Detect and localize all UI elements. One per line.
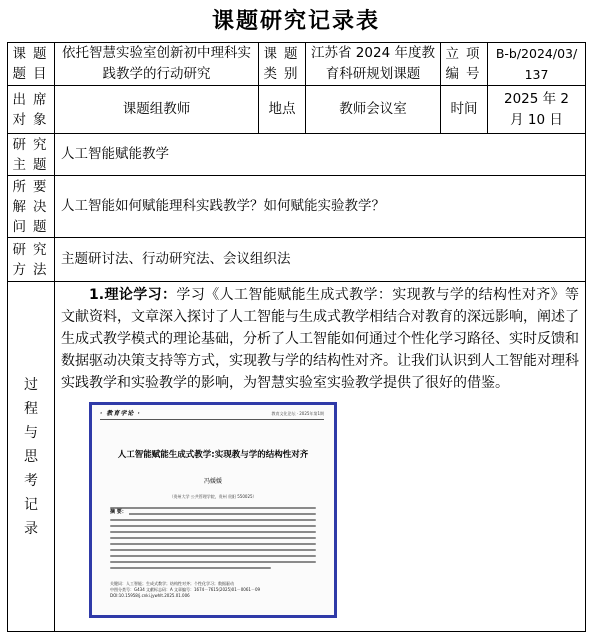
paper-doi: DOI:10.15958/j.cnki.jywhlt.2025.01.006 [110, 593, 190, 598]
time-label: 时间 [441, 86, 488, 134]
paper-classification: 中图分类号：G434 文献标志码：A 文章编号：1674－7615(2025)01－0061－09 [110, 587, 261, 592]
row-topic [8, 43, 586, 86]
topic-label: 课题题目 [8, 43, 55, 86]
problem-label: 所要解决问题 [8, 176, 55, 238]
row-attendees [8, 86, 586, 134]
id-label: 立项编号 [441, 43, 488, 86]
row-theme [8, 134, 586, 176]
process-label: 过程与思考记录 [24, 376, 38, 537]
paper-affiliation: （贵州大学 公共管理学院，贵州 贵阳 550025） [169, 494, 257, 499]
row-method [8, 238, 586, 282]
process-body: 学习《人工智能赋能生成式教学：实现教与学的结构性对齐》等文献资料，文章深入探讨了人工智能与生成式教学相结合对教育的深远影响，阐述了生成式教学模式的理论基础，分析了人工智能如何通过个性化学习路径、实时反馈和数据驱动决策支持等方式，实现教与学的结构性对齐。让我们认识到人工智能对理科实践教学和实验教学的影响，为智慧实验室实验教学提供了很好的借鉴。 [61, 287, 580, 391]
location-label: 地点 [259, 86, 306, 134]
paper-section-tag: · 教育学论 · [100, 410, 141, 417]
paper-keywords: 关键词：人工智能；生成式教学；结构性对齐；个性化学习；数据驱动 [110, 581, 234, 586]
process-heading: 1.理论学习： [89, 287, 177, 303]
paper-title: 人工智能赋能生成式教学:实现教与学的结构性对齐 [117, 450, 309, 460]
type-value: 江苏省 2024 年度教育科研规划课题 [306, 43, 441, 86]
theme-value: 人工智能赋能教学 [55, 134, 586, 176]
paper-author: 冯媛媛 [203, 478, 222, 485]
row-problem [8, 176, 586, 238]
page-title: 课题研究记录表 [211, 8, 380, 34]
paper-journal: 教育文化论坛 · 2025年第1期 [271, 411, 324, 416]
location-value: 教师会议室 [306, 86, 441, 134]
problem-value: 人工智能如何赋能理科实践教学？如何赋能实验教学？ [55, 176, 586, 238]
paper-abstract-label: 摘 要： [110, 509, 127, 515]
process-paragraph [61, 284, 579, 394]
method-value: 主题研讨法、行动研究法、会议组织法 [55, 238, 586, 282]
method-label: 研究方法 [8, 238, 55, 282]
theme-label: 研究主题 [8, 134, 55, 176]
row-process [8, 282, 586, 632]
topic-value: 依托智慧实验室创新初中理科实践教学的行动研究 [55, 43, 259, 86]
attendees-value: 课题组教师 [55, 86, 259, 134]
paper-image [89, 402, 337, 618]
paper-abstract-lines [110, 507, 316, 573]
time-value: 2025 年 2 月 10 日 [488, 86, 586, 134]
process-content [55, 282, 586, 632]
attendees-label: 出席对象 [8, 86, 55, 134]
id-value: B-b/2024/03/137 [488, 43, 586, 86]
paper-meta [110, 581, 316, 599]
type-label: 课题类别 [259, 43, 306, 86]
record-table [7, 42, 586, 632]
